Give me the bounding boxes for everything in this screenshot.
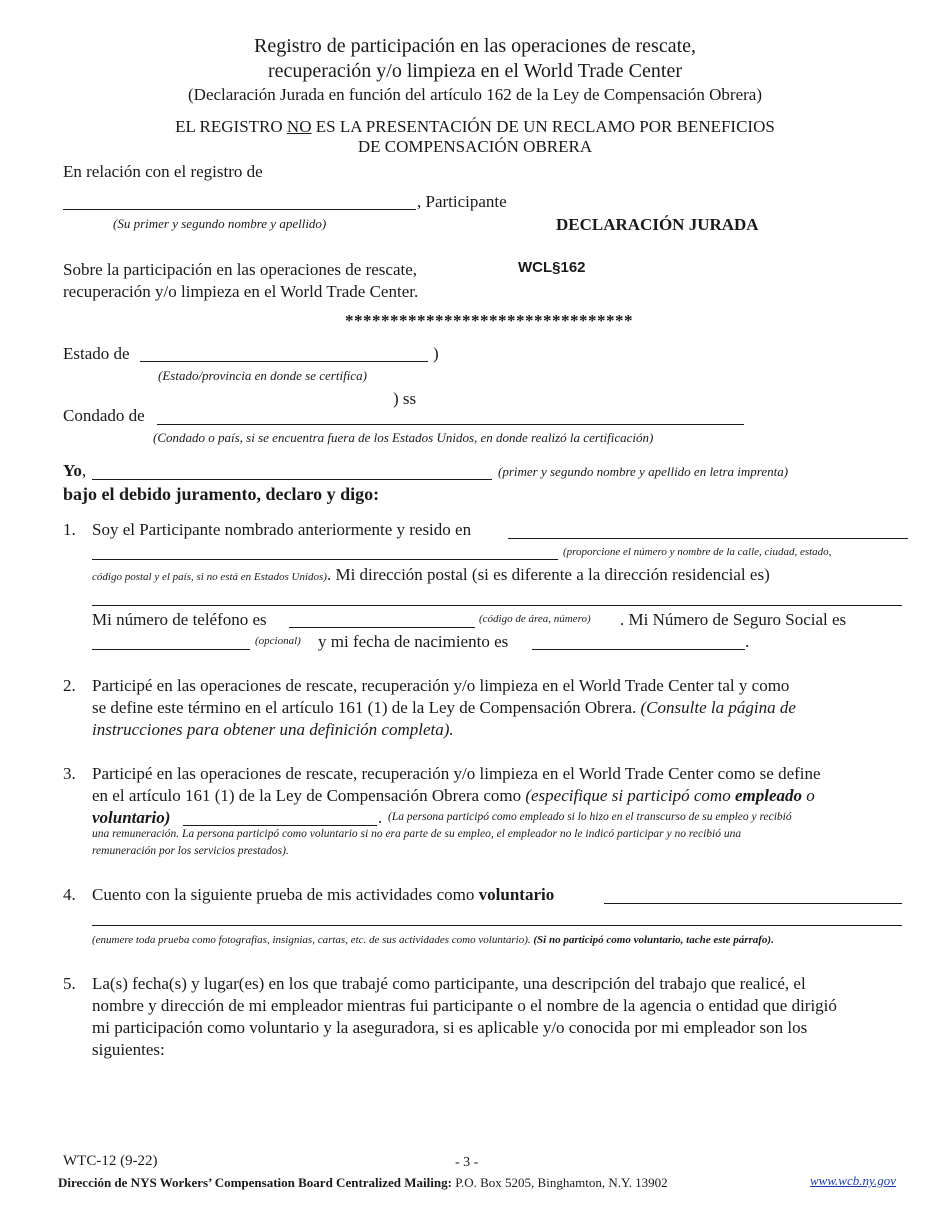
state-paren: ) [433,344,439,363]
item-2-line-2b: (Consulte la página de [636,698,796,717]
residence-field-2[interactable] [92,559,558,560]
notice-post: ES LA PRESENTACIÓN DE UN RECLAMO POR BENEFICIOS [311,117,775,136]
residence-field[interactable] [508,538,908,539]
volunteer-proof-field[interactable] [604,903,902,904]
website-link[interactable]: www.wcb.ny.gov [810,1173,897,1188]
dob-text: y mi fecha de nacimiento es [318,632,509,651]
state-hint: (Estado/provincia en donde se certifica) [158,368,367,383]
item-3-line-2b: (especifique si participó como [525,786,735,805]
item-4-hint-text: (enumere toda prueba como fotografías, insignias, cartas, etc. de sus actividades como voluntario). [92,934,531,946]
o-label: o [802,786,815,805]
county-hint: (Condado o país, si se encuentra fuera de los Estados Unidos, en donde realizó la certificación) [153,430,654,445]
wcl-reference: WCL§162 [518,259,586,276]
item-4-number: 4. [63,885,76,904]
item-2-line-3: instrucciones para obtener una definición completa). [92,720,454,739]
state-label: Estado de [63,344,130,363]
item-5-line-2: nombre y dirección de mi empleador mientras fui participante o el nombre de la agencia o entidad que dirigió [92,996,837,1015]
item-4-voluntario: voluntario [478,885,555,904]
item-3-number: 3. [63,764,76,783]
form-id: WTC-12 (9-22) [63,1153,158,1169]
title-line-2: recuperación y/o limpieza en el World Trade Center [268,60,682,82]
item-5-line-1: La(s) fecha(s) y lugar(es) en los que trabajé como participante, una descripción del trabajo que realicé, el [92,974,806,993]
item-3-note-1: (La persona participó como empleado si lo hizo en el transcurso de su empleo y recibió [388,811,792,823]
title-line-1: Registro de participación en las operaciones de rescate, [253,35,697,57]
subtitle: (Declaración Jurada en función del artículo 162 de la Ley de Compensación Obrera) [188,85,762,104]
stars-divider: ******************************** [345,311,633,330]
item-5-line-4: siguientes: [92,1040,165,1059]
notice-no: NO [286,117,312,136]
optional-hint: (opcional) [255,635,301,647]
volunteer-proof-field-2[interactable] [92,925,902,926]
item-4-hint-bold: (Si no participó como voluntario, tache este párrafo). [530,934,774,946]
participant-name-hint: (Su primer y segundo nombre y apellido) [113,216,327,231]
item-2-number: 2. [63,676,76,695]
item-4-text [92,885,554,905]
item-3-note-3: remuneración por los servicios prestados). [92,845,289,857]
county-field[interactable] [157,424,744,425]
relation-label: En relación con el registro de [63,162,263,181]
item-4-text-main: Cuento con la siguiente prueba de mis actividades como [92,885,479,904]
affiant-name-field[interactable] [92,479,492,480]
participation-type-field[interactable] [183,825,377,826]
item-4-hint [92,934,774,946]
item-5-number: 5. [63,974,76,993]
phone-label: Mi número de teléfono es [92,610,267,629]
item-3-line-2 [92,786,815,806]
participation-period: . [378,808,383,827]
dob-field[interactable] [532,649,745,650]
ssn-field[interactable] [92,649,250,650]
mailing-addr: P.O. Box 5205, Binghamton, N.Y. 13902 [451,1175,668,1190]
notice-line-1 [0,117,950,137]
affiant-name-hint: (primer y segundo nombre y apellido en letra imprenta) [498,464,789,479]
mailing-text: . Mi dirección postal (si es diferente a la dirección residencial es) [326,565,770,584]
item-3-line-1: Participé en las operaciones de rescate, recuperación y/o limpieza en el World Trade Center como se define [92,764,821,783]
voluntario-label: voluntario) [92,808,171,827]
county-label: Condado de [63,406,145,425]
item-3-line-2a: en el artículo 161 (1) de la Ley de Compensación Obrera como [92,786,526,805]
affidavit-title: DECLARACIÓN JURADA [556,215,759,234]
yo-comma: , [81,461,87,480]
mailing-address [58,1175,668,1191]
item-1-mail-line [92,565,770,585]
notice-pre: EL REGISTRO [175,117,287,136]
phone-hint: (código de área, número) [479,613,591,625]
about-line-2: recuperación y/o limpieza en el World Trade Center. [63,282,419,301]
dob-period: . [745,632,750,651]
item-1-text: Soy el Participante nombrado anteriormente y resido en [92,520,472,539]
sworn-statement: bajo el debido juramento, declaro y digo: [63,484,380,504]
item-2-line-2a: se define este término en el artículo 161 (1) de la Ley de Compensación Obrera. [92,698,637,717]
yo-label: Yo [63,461,82,480]
participant-name-field[interactable] [63,209,416,210]
address-hint: (proporcione el número y nombre de la calle, ciudad, estado, [563,546,832,558]
mailing-address-field[interactable] [92,605,902,606]
item-1-number: 1. [63,520,76,539]
yo-line [63,461,86,481]
item-5-line-3: mi participación como voluntario y la aseguradora, si es aplicable y/o conocida por mi empleador son los [92,1018,808,1037]
address-hint-2: código postal y el país, si no está en Estados Unidos) [92,571,327,583]
notice-line-2: DE COMPENSACIÓN OBRERA [357,137,593,156]
ssn-text: . Mi Número de Seguro Social es [620,610,847,629]
about-line-1: Sobre la participación en las operaciones de rescate, [63,260,418,279]
state-field[interactable] [140,361,428,362]
ss-marker: ) ss [393,389,417,408]
page-number: - 3 - [455,1155,479,1170]
empleado-label: empleado [734,786,803,805]
item-2-line-2 [92,698,796,718]
item-2-line-1: Participé en las operaciones de rescate, recuperación y/o limpieza en el World Trade Center tal y como [92,676,790,695]
phone-field[interactable] [289,627,475,628]
participant-suffix: , Participante [417,192,507,211]
item-3-note-2: una remuneración. La persona participó como voluntario si no era parte de su empleo, el empleador no le indicó participar y no recibió una [92,828,742,840]
mailing-label: Dirección de NYS Workers’ Compensation Board Centralized Mailing: [58,1175,452,1190]
